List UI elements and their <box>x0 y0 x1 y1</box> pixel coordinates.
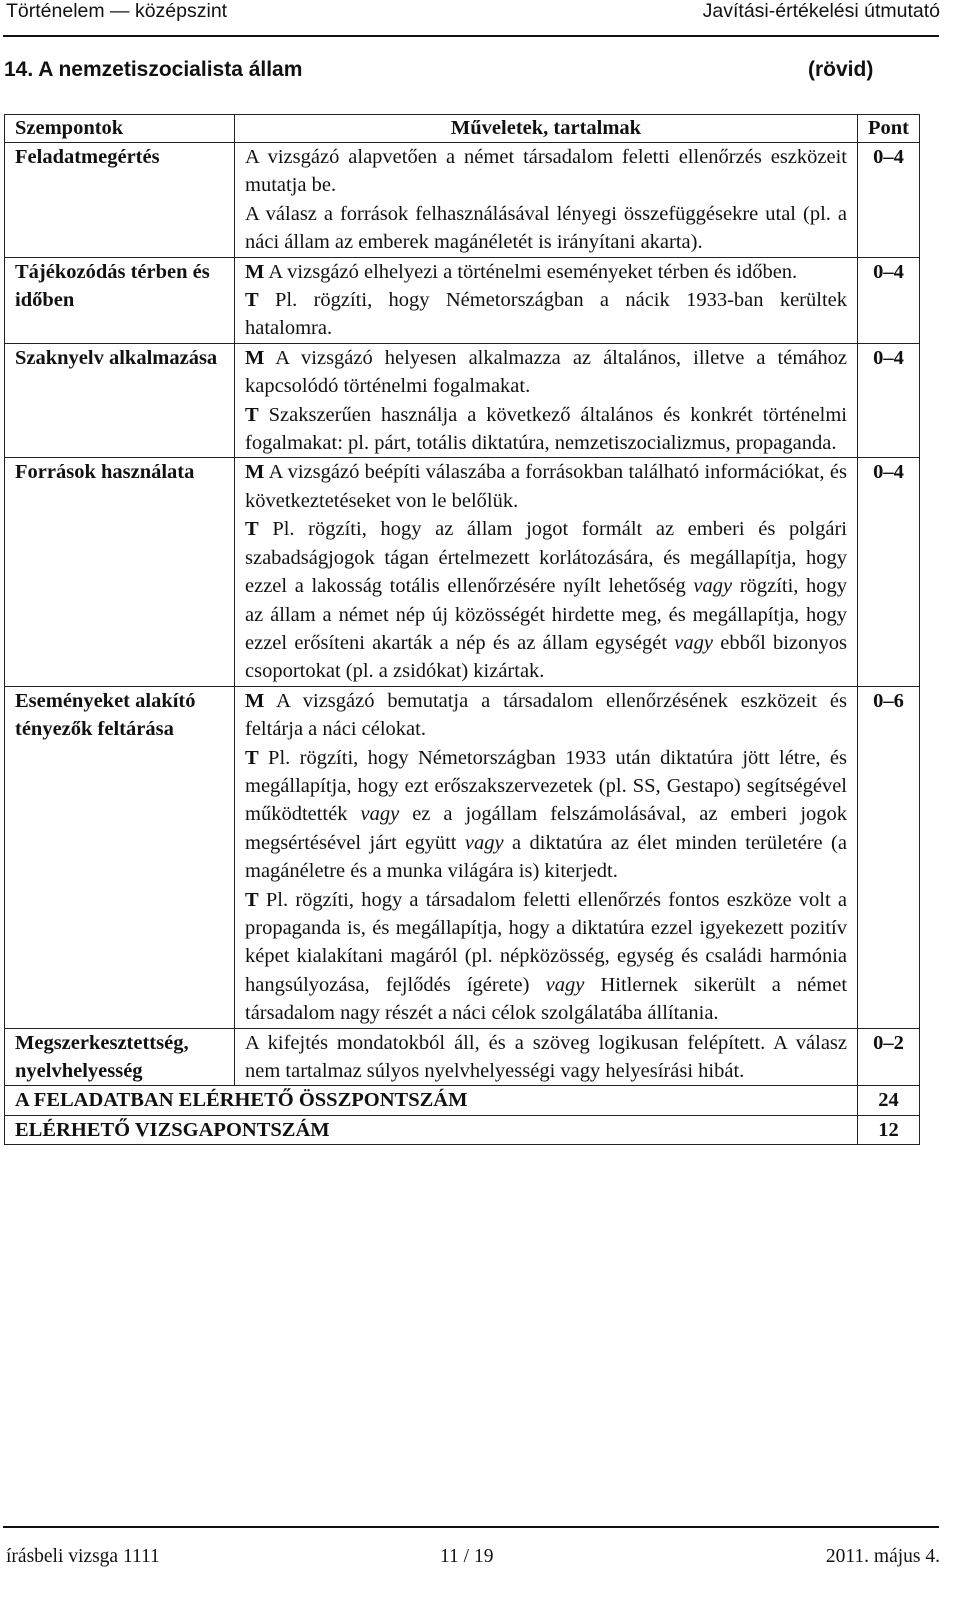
criterion-cell: Feladatmegértés <box>5 143 235 258</box>
t-text: Pl. rögzíti, hogy Németországban a nácik 1933-ban kerültek hatalomra. <box>245 289 847 340</box>
table-row <box>5 686 920 1028</box>
t-label: T <box>245 289 259 312</box>
points-cell: 0–2 <box>858 1028 920 1086</box>
table-row <box>5 343 920 458</box>
points-cell: 0–6 <box>858 686 920 1028</box>
t-text: ebből bizonyos csoportokat (pl. a zsidókat) kizártak. <box>245 631 848 683</box>
points-cell: 0–4 <box>858 143 920 258</box>
table-header-row <box>5 115 920 143</box>
criterion-cell: Tájékozódás térben és időben <box>5 257 235 343</box>
total-value: 12 <box>858 1115 920 1144</box>
col-header-criteria: Szempontok <box>5 115 235 143</box>
content-cell <box>235 458 858 686</box>
m-label: M <box>245 461 265 484</box>
m-text: A vizsgázó elhelyezi a történelmi eseményeket térben és időben. <box>268 260 798 283</box>
table-row <box>5 1028 920 1086</box>
total-value: 24 <box>858 1086 920 1115</box>
vagy-word: vagy <box>360 803 400 826</box>
content-paragraph <box>245 886 847 1028</box>
content-paragraph <box>245 401 847 458</box>
t-text: a diktatúra az élet minden területére (a magánéletre és a munka világára is) kiterjedt. <box>245 831 847 883</box>
content-paragraph: A kifejtés mondatokból áll, és a szöveg logikusan felépített. A válasz nem tartalmaz súlyos nyelvhelyességi vagy helyesírási hibát. <box>245 1031 847 1082</box>
t-text: Szakszerűen használja a következő általános és konkrét történelmi fogalmakat: pl. párt, totális diktatúra, nemzetiszocializmus, propaganda. <box>245 403 847 455</box>
t-label: T <box>245 746 259 769</box>
content-cell <box>235 143 858 258</box>
vagy-word: vagy <box>464 831 504 854</box>
content-cell <box>235 257 858 343</box>
t-label: T <box>245 888 259 911</box>
col-header-operations: Műveletek, tartalmak <box>235 115 858 143</box>
m-label: M <box>245 346 265 369</box>
t-text: Pl. rögzíti, hogy a társadalom feletti ellenőrzés fontos eszköze volt a propaganda is, és megállapítja, hogy a diktatúra ezzel igyekezett pozitív képet kialakítani magáról (pl. népközösség, egység és családi harmónia hangsúlyozása, fejlődés ígérete) <box>245 888 847 996</box>
content-cell <box>235 1028 858 1086</box>
criterion-cell: Megszerkesztettség, nyelvhelyesség <box>5 1028 235 1086</box>
content-cell <box>235 686 858 1028</box>
points-cell: 0–4 <box>858 458 920 686</box>
content-paragraph <box>245 744 847 886</box>
t-text: Pl. rögzíti, hogy az állam jogot formált az emberi és polgári szabadságjogok tágan értelmezett korlátozására, és megállapítja, hogy ezzel a lakosság totális ellenőrzésére nyílt lehetőség <box>245 518 848 598</box>
m-text: A vizsgázó beépíti válaszába a forrásokban található információkat, és következtetéseket von le belőlük. <box>245 461 847 512</box>
header-rule <box>3 35 939 37</box>
points-cell: 0–4 <box>858 257 920 343</box>
criterion-cell: Források használata <box>5 458 235 686</box>
scoring-table <box>4 114 920 1145</box>
footer-date: 2011. május 4. <box>825 1546 940 1567</box>
content-paragraph <box>245 286 847 343</box>
m-text: A vizsgázó bemutatja a társadalom ellenőrzésének eszközeit és feltárja a náci célokat. <box>245 689 847 741</box>
header-subject: Történelem — középszint <box>6 0 228 22</box>
total-row <box>5 1086 920 1115</box>
content-paragraph: A válasz a források felhasználásával lényegi összefüggésekre utal (pl. a náci állam az emberek magánéletét is irányítani akarta). <box>245 202 847 254</box>
question-type: (rövid) <box>808 58 874 81</box>
content-paragraph <box>245 515 847 685</box>
content-paragraph <box>245 258 847 286</box>
total-label: ELÉRHETŐ VIZSGAPONTSZÁM <box>5 1115 858 1144</box>
vagy-word: vagy <box>545 973 585 996</box>
content-paragraph <box>245 687 847 744</box>
t-text: ez a jogállam felszámolásával, az emberi jogok megsértésével járt együtt <box>245 803 848 854</box>
table-row <box>5 257 920 343</box>
t-label: T <box>245 518 259 541</box>
t-text: Hitlernek sikerült a német társadalom nagy részét a náci célok szolgálatába állítania. <box>245 973 848 1025</box>
t-text: rögzíti, hogy az állam a német nép új közösségét hirdette meg, és megállapítja, hogy ezzel erősíteni akarták a nép és az állam egységét <box>245 575 848 654</box>
question-title: 14. A nemzetiszocialista állam <box>4 58 303 81</box>
table-row <box>5 458 920 686</box>
footer-rule <box>3 1526 939 1528</box>
footer-page-number: 11 / 19 <box>440 1546 494 1567</box>
content-paragraph <box>245 458 847 515</box>
t-label: T <box>245 403 259 426</box>
vagy-word: vagy <box>674 631 713 654</box>
content-paragraph: A vizsgázó alapvetően a német társadalom feletti ellenőrzés eszközeit mutatja be. <box>245 146 847 197</box>
points-cell: 0–4 <box>858 343 920 458</box>
col-header-points: Pont <box>858 115 920 143</box>
m-label: M <box>245 689 265 712</box>
header-doc-type: Javítási-értékelési útmutató <box>702 0 940 22</box>
page-header <box>0 0 960 28</box>
criterion-cell: Szaknyelv alkalmazása <box>5 343 235 458</box>
total-label: A FELADATBAN ELÉRHETŐ ÖSSZPONTSZÁM <box>5 1086 858 1115</box>
m-label: M <box>245 260 265 283</box>
t-text: Pl. rögzíti, hogy Németországban 1933 után diktatúra jött létre, és megállapítja, hogy ezt erőszakszervezetek (pl. SS, Gestapo) segítségével működtették <box>245 746 847 826</box>
vagy-word: vagy <box>693 575 733 598</box>
criterion-cell: Eseményeket alakító tényezők feltárása <box>5 686 235 1028</box>
footer-exam-id: írásbeli vizsga 1111 <box>6 1546 160 1567</box>
m-text: A vizsgázó helyesen alkalmazza az általános, illetve a témához kapcsolódó történelmi fogalmakat. <box>245 346 847 398</box>
content-paragraph <box>245 344 847 401</box>
content-cell <box>235 343 858 458</box>
table-row <box>5 143 920 258</box>
total-row <box>5 1115 920 1144</box>
